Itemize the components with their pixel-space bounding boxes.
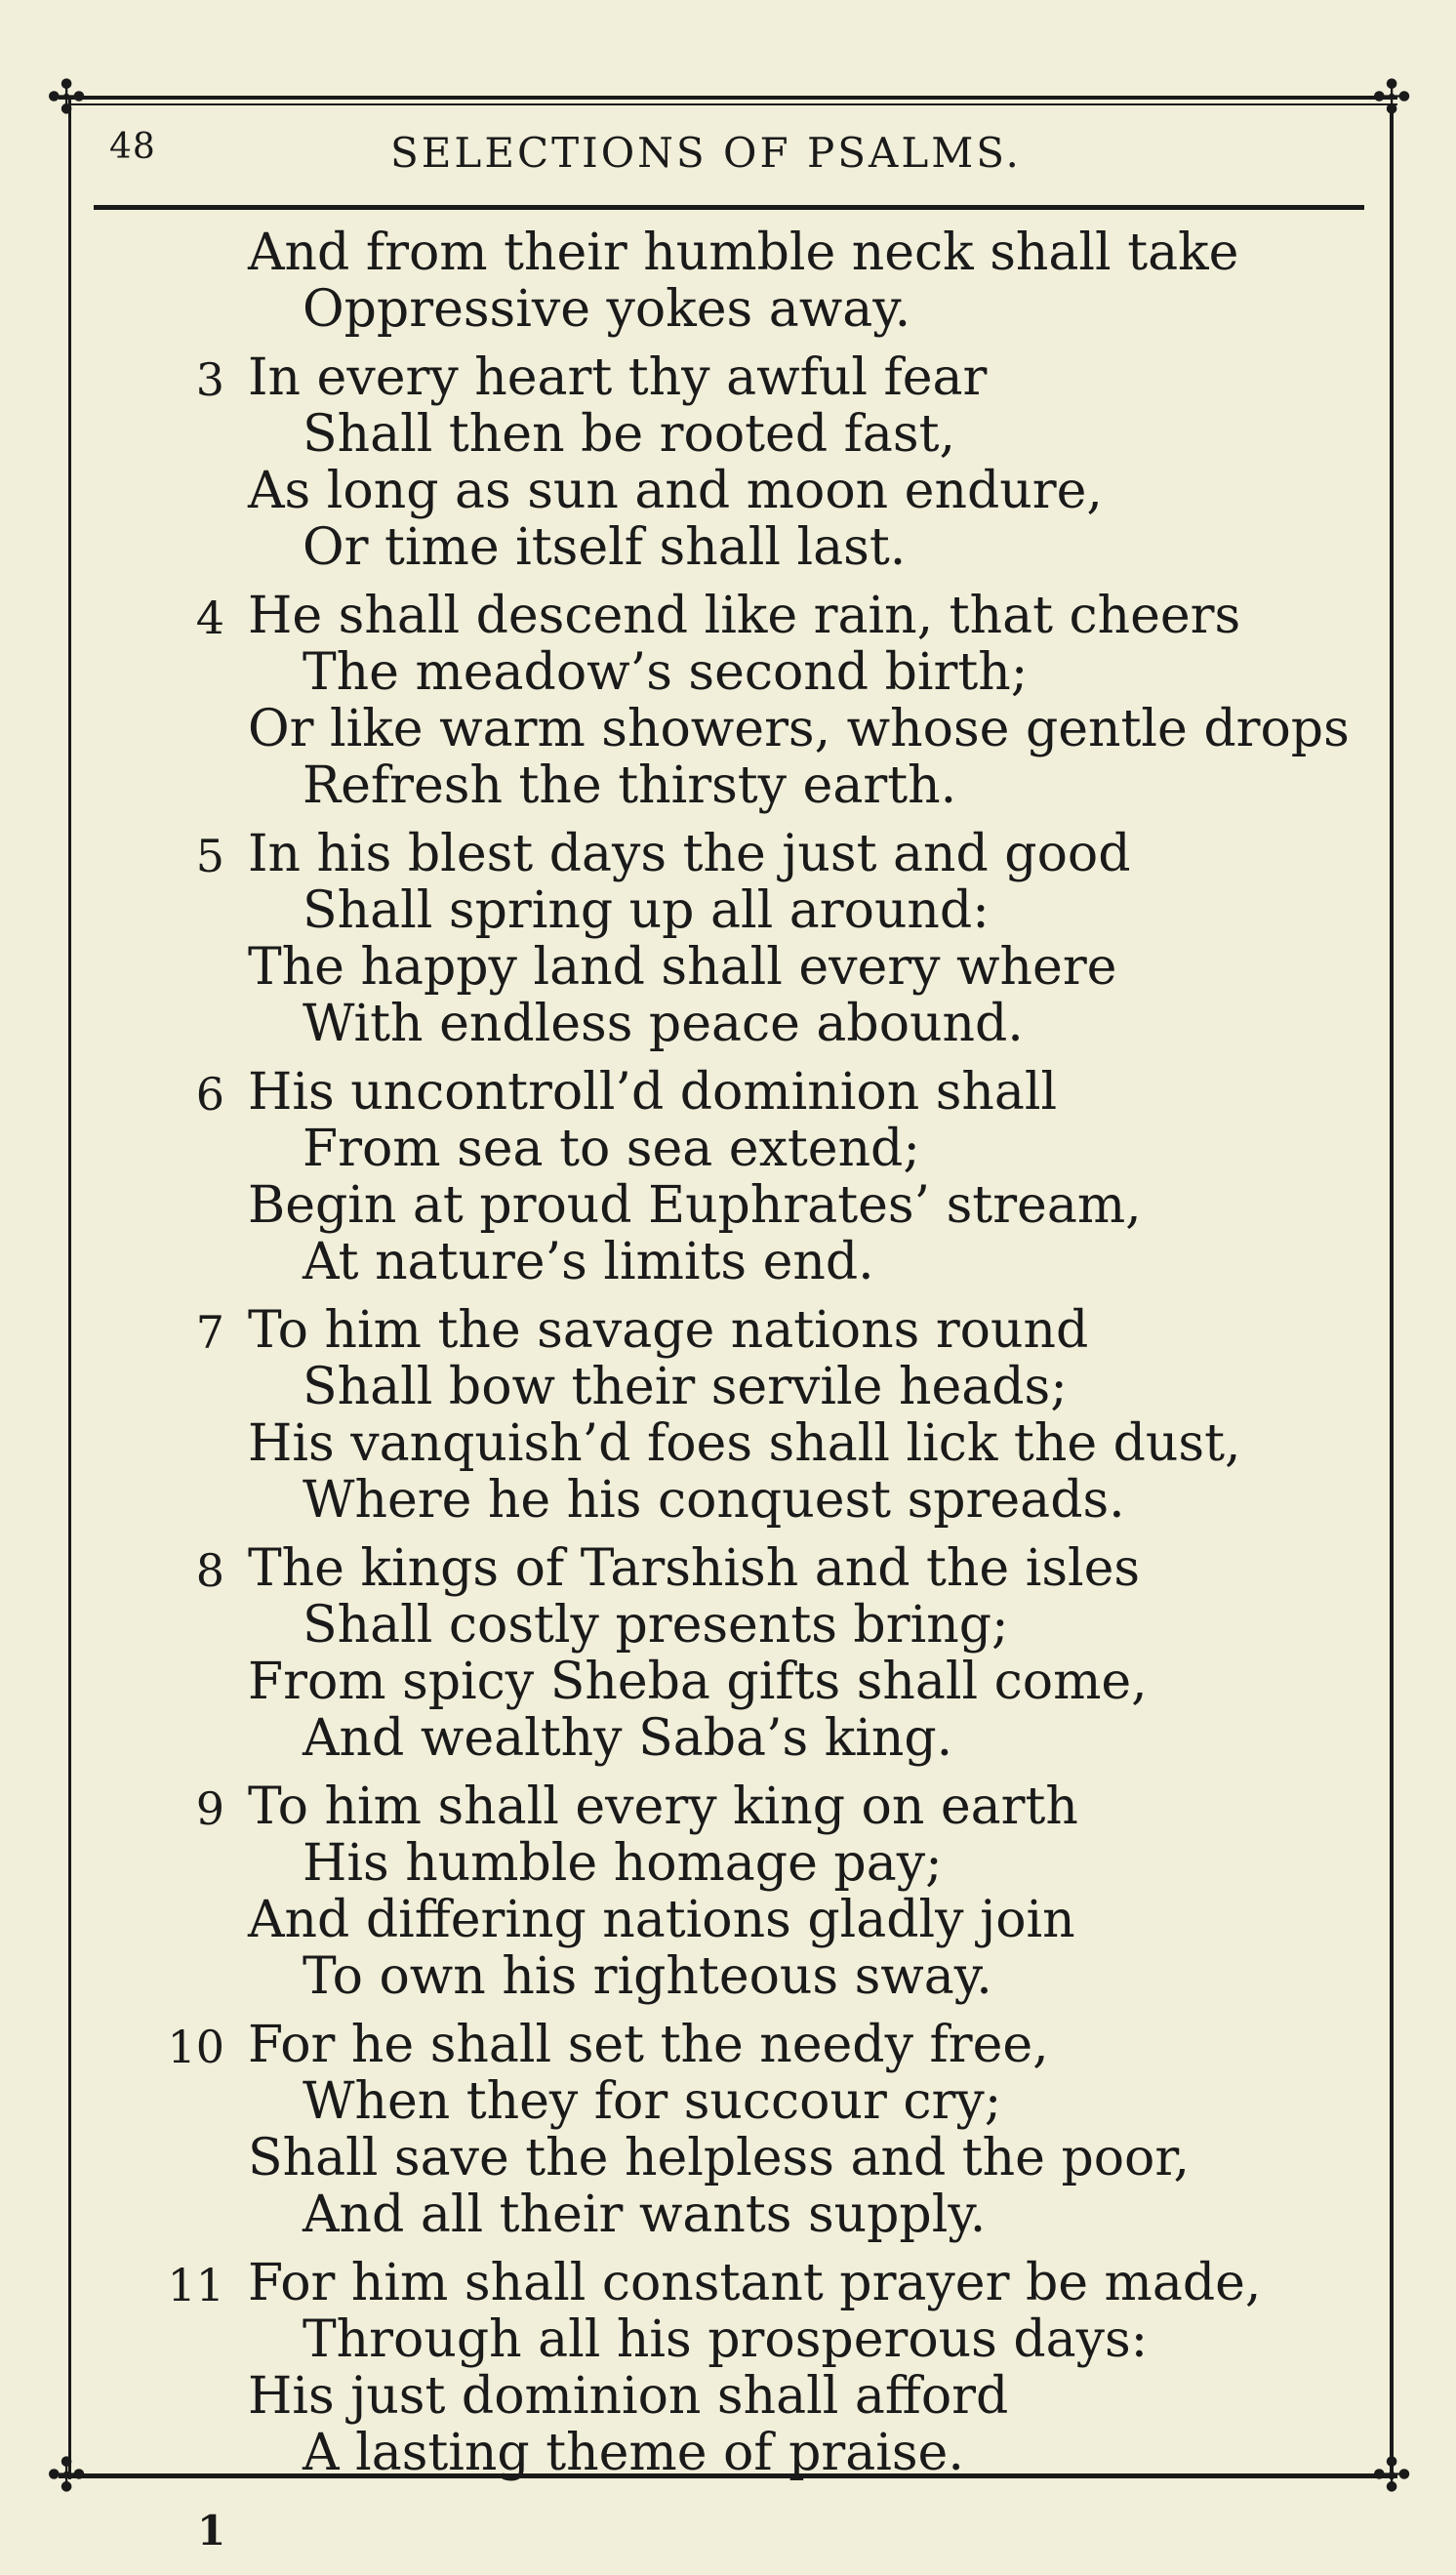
verse-line-text: To him shall every king on earth	[248, 1778, 1078, 1836]
verse-line	[0, 2425, 1456, 2481]
verse-line	[0, 2368, 1456, 2425]
verse-line	[0, 1778, 1456, 1835]
verse-line-text: His uncontroll’d dominion shall	[248, 1063, 1058, 1122]
header-rule	[94, 205, 1364, 210]
verse-line	[0, 1948, 1456, 2005]
verse-line	[0, 1710, 1456, 1767]
verse-line-text: Shall spring up all around:	[303, 881, 990, 940]
stanza	[0, 588, 1456, 814]
verse-line-text: At nature’s limits end.	[303, 1233, 874, 1291]
verse-line-text: The happy land shall every where	[248, 938, 1117, 997]
verse-line-text: Begin at proud Euphrates’ stream,	[248, 1176, 1142, 1235]
verse-line	[0, 644, 1456, 701]
corner-ornament-icon: ✣	[47, 2448, 87, 2503]
signature-mark: 1	[197, 2507, 226, 2555]
verse-line-text: Refresh the thirsty earth.	[303, 756, 957, 815]
verse-line-text: And from their humble neck shall take	[248, 224, 1239, 282]
verse-line	[0, 281, 1456, 338]
stanza	[0, 1302, 1456, 1529]
stanza	[0, 349, 1456, 576]
corner-ornament-icon: ✣	[1372, 2448, 1412, 2503]
verse-line	[0, 701, 1456, 757]
corner-ornament-icon: ✣	[1372, 70, 1412, 125]
verse-line-text: In every heart thy awful fear	[248, 348, 988, 407]
verse-line	[0, 996, 1456, 1052]
verse-line	[0, 1892, 1456, 1948]
running-title: SELECTIONS OF PSALMS.	[390, 129, 1022, 177]
verse-line-text: Where he his conquest spreads.	[303, 1471, 1125, 1530]
verse-line-text: Shall costly presents bring;	[303, 1596, 1009, 1655]
verse-line	[0, 519, 1456, 576]
verse-line-text: Through all his prosperous days:	[303, 2310, 1149, 2369]
verse-line	[0, 225, 1456, 281]
verse-line-text: And differing nations gladly join	[248, 1891, 1075, 1949]
verse-line-text: When they for succour cry;	[303, 2072, 1002, 2131]
verse-line-text: A lasting theme of praise.	[303, 2424, 964, 2482]
verse-line	[0, 1359, 1456, 1415]
verse-line-text: For him shall constant prayer be made,	[248, 2254, 1262, 2312]
verse-line-text: From spicy Sheba gifts shall come,	[248, 1653, 1148, 1711]
verse-line	[0, 1234, 1456, 1290]
verse-line	[0, 1064, 1456, 1121]
verse-line-text: The meadow’s second birth;	[303, 643, 1029, 702]
verse-line	[0, 2017, 1456, 2073]
psalm-text	[0, 225, 1456, 2493]
verse-line-text: And wealthy Saba’s king.	[303, 1709, 953, 1768]
verse-line-text: Oppressive yokes away.	[303, 280, 911, 339]
verse-line	[0, 1654, 1456, 1710]
stanza	[0, 2017, 1456, 2243]
verse-line-text: The kings of Tarshish and the isles	[248, 1539, 1141, 1598]
verse-line	[0, 882, 1456, 939]
page-number: 48	[109, 127, 156, 167]
stanza-number: 11	[167, 2259, 224, 2311]
verse-line	[0, 1472, 1456, 1529]
verse-line-text: Shall bow their servile heads;	[303, 1358, 1068, 1416]
verse-line-text: To own his righteous sway.	[303, 1947, 992, 2006]
stanza	[0, 1064, 1456, 1290]
verse-line-text: And all their wants supply.	[303, 2186, 987, 2244]
verse-line-text: In his blest days the just and good	[248, 825, 1131, 883]
verse-line-text: With endless peace abound.	[303, 995, 1024, 1053]
verse-line	[0, 2311, 1456, 2368]
verse-line-text: Shall then be rooted fast,	[303, 405, 955, 464]
verse-line-text: He shall descend like rain, that cheers	[248, 587, 1241, 645]
verse-line-text: Or time itself shall last.	[303, 518, 907, 577]
verse-line	[0, 349, 1456, 406]
verse-line-text: To him the savage nations round	[248, 1301, 1089, 1360]
verse-line-text: His humble homage pay;	[303, 1834, 943, 1893]
verse-line	[0, 826, 1456, 882]
verse-line	[0, 2130, 1456, 2187]
verse-line	[0, 1540, 1456, 1597]
verse-line	[0, 1835, 1456, 1892]
stanza-number: 7	[195, 1306, 224, 1359]
verse-line	[0, 2255, 1456, 2311]
stanza-number: 8	[195, 1544, 224, 1597]
stanza	[0, 826, 1456, 1052]
stanza-number: 10	[167, 2021, 224, 2073]
stanza-number: 3	[195, 353, 224, 406]
stanza-number: 5	[195, 830, 224, 882]
verse-line	[0, 406, 1456, 463]
border-top-rule	[59, 96, 1397, 100]
verse-line	[0, 1121, 1456, 1177]
verse-line	[0, 939, 1456, 996]
border-top-rule-inner	[68, 103, 1397, 105]
verse-line-text: Shall save the helpless and the poor,	[248, 2129, 1191, 2187]
stanza	[0, 2255, 1456, 2481]
verse-line	[0, 588, 1456, 644]
verse-line-text: Or like warm showers, whose gentle drops	[248, 700, 1350, 758]
verse-line-text: As long as sun and moon endure,	[248, 462, 1103, 520]
verse-line	[0, 2187, 1456, 2243]
stanza	[0, 1778, 1456, 2005]
stanza-number: 4	[195, 592, 224, 644]
verse-line-text: His just dominion shall afford	[248, 2367, 1009, 2426]
verse-line	[0, 2073, 1456, 2130]
stanza-number: 6	[195, 1068, 224, 1121]
verse-line	[0, 1415, 1456, 1472]
verse-line	[0, 463, 1456, 519]
verse-line	[0, 1597, 1456, 1654]
stanza	[0, 225, 1456, 338]
verse-line-text: For he shall set the needy free,	[248, 2016, 1049, 2074]
stanza	[0, 1540, 1456, 1767]
corner-ornament-icon: ✣	[47, 70, 87, 125]
verse-line	[0, 1302, 1456, 1359]
stanza-number: 9	[195, 1782, 224, 1835]
verse-line	[0, 757, 1456, 814]
verse-line-text: His vanquish’d foes shall lick the dust,	[248, 1414, 1241, 1473]
verse-line	[0, 1177, 1456, 1234]
verse-line-text: From sea to sea extend;	[303, 1120, 920, 1178]
